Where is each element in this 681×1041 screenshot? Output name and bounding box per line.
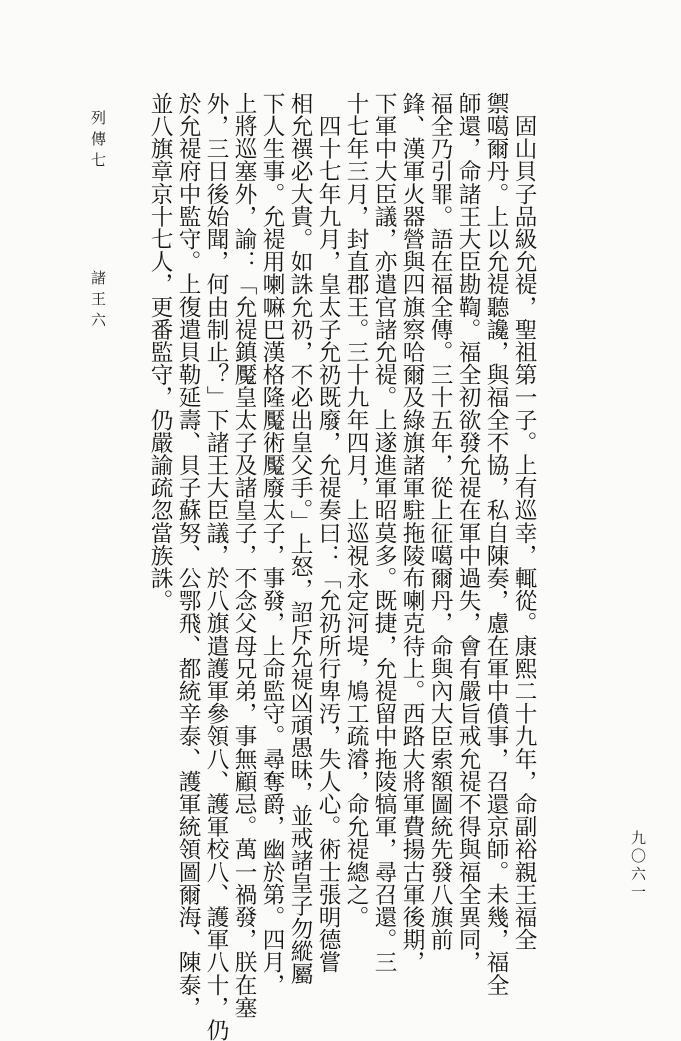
text-column: 並八旗章京十七人，更番監守，仍嚴諭疏忽當族誅。: [147, 92, 173, 612]
text-column: 師還，命諸王大臣勘鞫。福全初欲發允禔在軍中過失，會有嚴旨戒允禔不得與福全異同，: [455, 92, 481, 974]
text-column: 十七年三月，封直郡王。三十九年四月，上巡視永定河堤，鳩工疏濬，命允禔總之。: [343, 92, 369, 929]
text-column: 於允禔府中監守。上復遣貝勒延壽、貝子蘇努、公鄂飛、都統辛泰、護軍統領圖爾海、陳泰，: [175, 92, 201, 1019]
page-number: 九〇六一: [629, 830, 647, 902]
text-column: 四十七年九月，皇太子允礽既廢，允禔奏曰：「允礽所行卑汚，失人心。術士張明德嘗: [315, 92, 341, 974]
text-column: 禦噶爾丹。上以允禔聽讒，與福全不協，私自陳奏，慮在軍中僨事，召還京師。未幾，福全: [483, 92, 509, 996]
running-head-chapter: 列傳七: [89, 110, 107, 173]
running-head-section: 諸王六: [89, 270, 107, 333]
text-column: 下人生事。允禔用喇嘛巴漢格隆魘術魘廢太子，事發，上命監守。尋奪爵，幽於第。四月，: [259, 92, 285, 996]
text-column: 上將巡塞外，諭：「允禔鎮魘皇太子及諸皇子，不念父母兄弟，事無顧忌。萬一禍發，朕在塞: [231, 92, 257, 1019]
text-column: 固山貝子品級允禔，聖祖第一子。上有巡幸，輒從。康熙二十九年，命副裕親王福全: [511, 92, 537, 951]
text-column: 外，三日後始聞，何由制止？」下諸王大臣議，於八旗遣護軍參領八、護軍校八、護軍八十，仍: [203, 92, 229, 1041]
text-column: 相允禩必大貴。如誅允礽，不必出皇父手。」上怒，詔斥允禔凶頑愚昧，並戒諸皇子勿縱屬: [287, 92, 313, 985]
text-column: 福全乃引罪。語在福全傳。三十五年，從上征噶爾丹，命與內大臣索額圖統先發八旗前: [427, 92, 453, 951]
text-column: 下軍中大臣議，亦遣官諸允禔。上遂進軍昭莫多。既捷，允禔留中拖陵犒軍，尋召還。三: [371, 92, 397, 974]
text-column: 鋒、漢軍火器營與四旗察哈爾及綠旗諸軍駐拖陵布喇克待上。西路大將軍費揚古軍後期，: [399, 92, 425, 974]
